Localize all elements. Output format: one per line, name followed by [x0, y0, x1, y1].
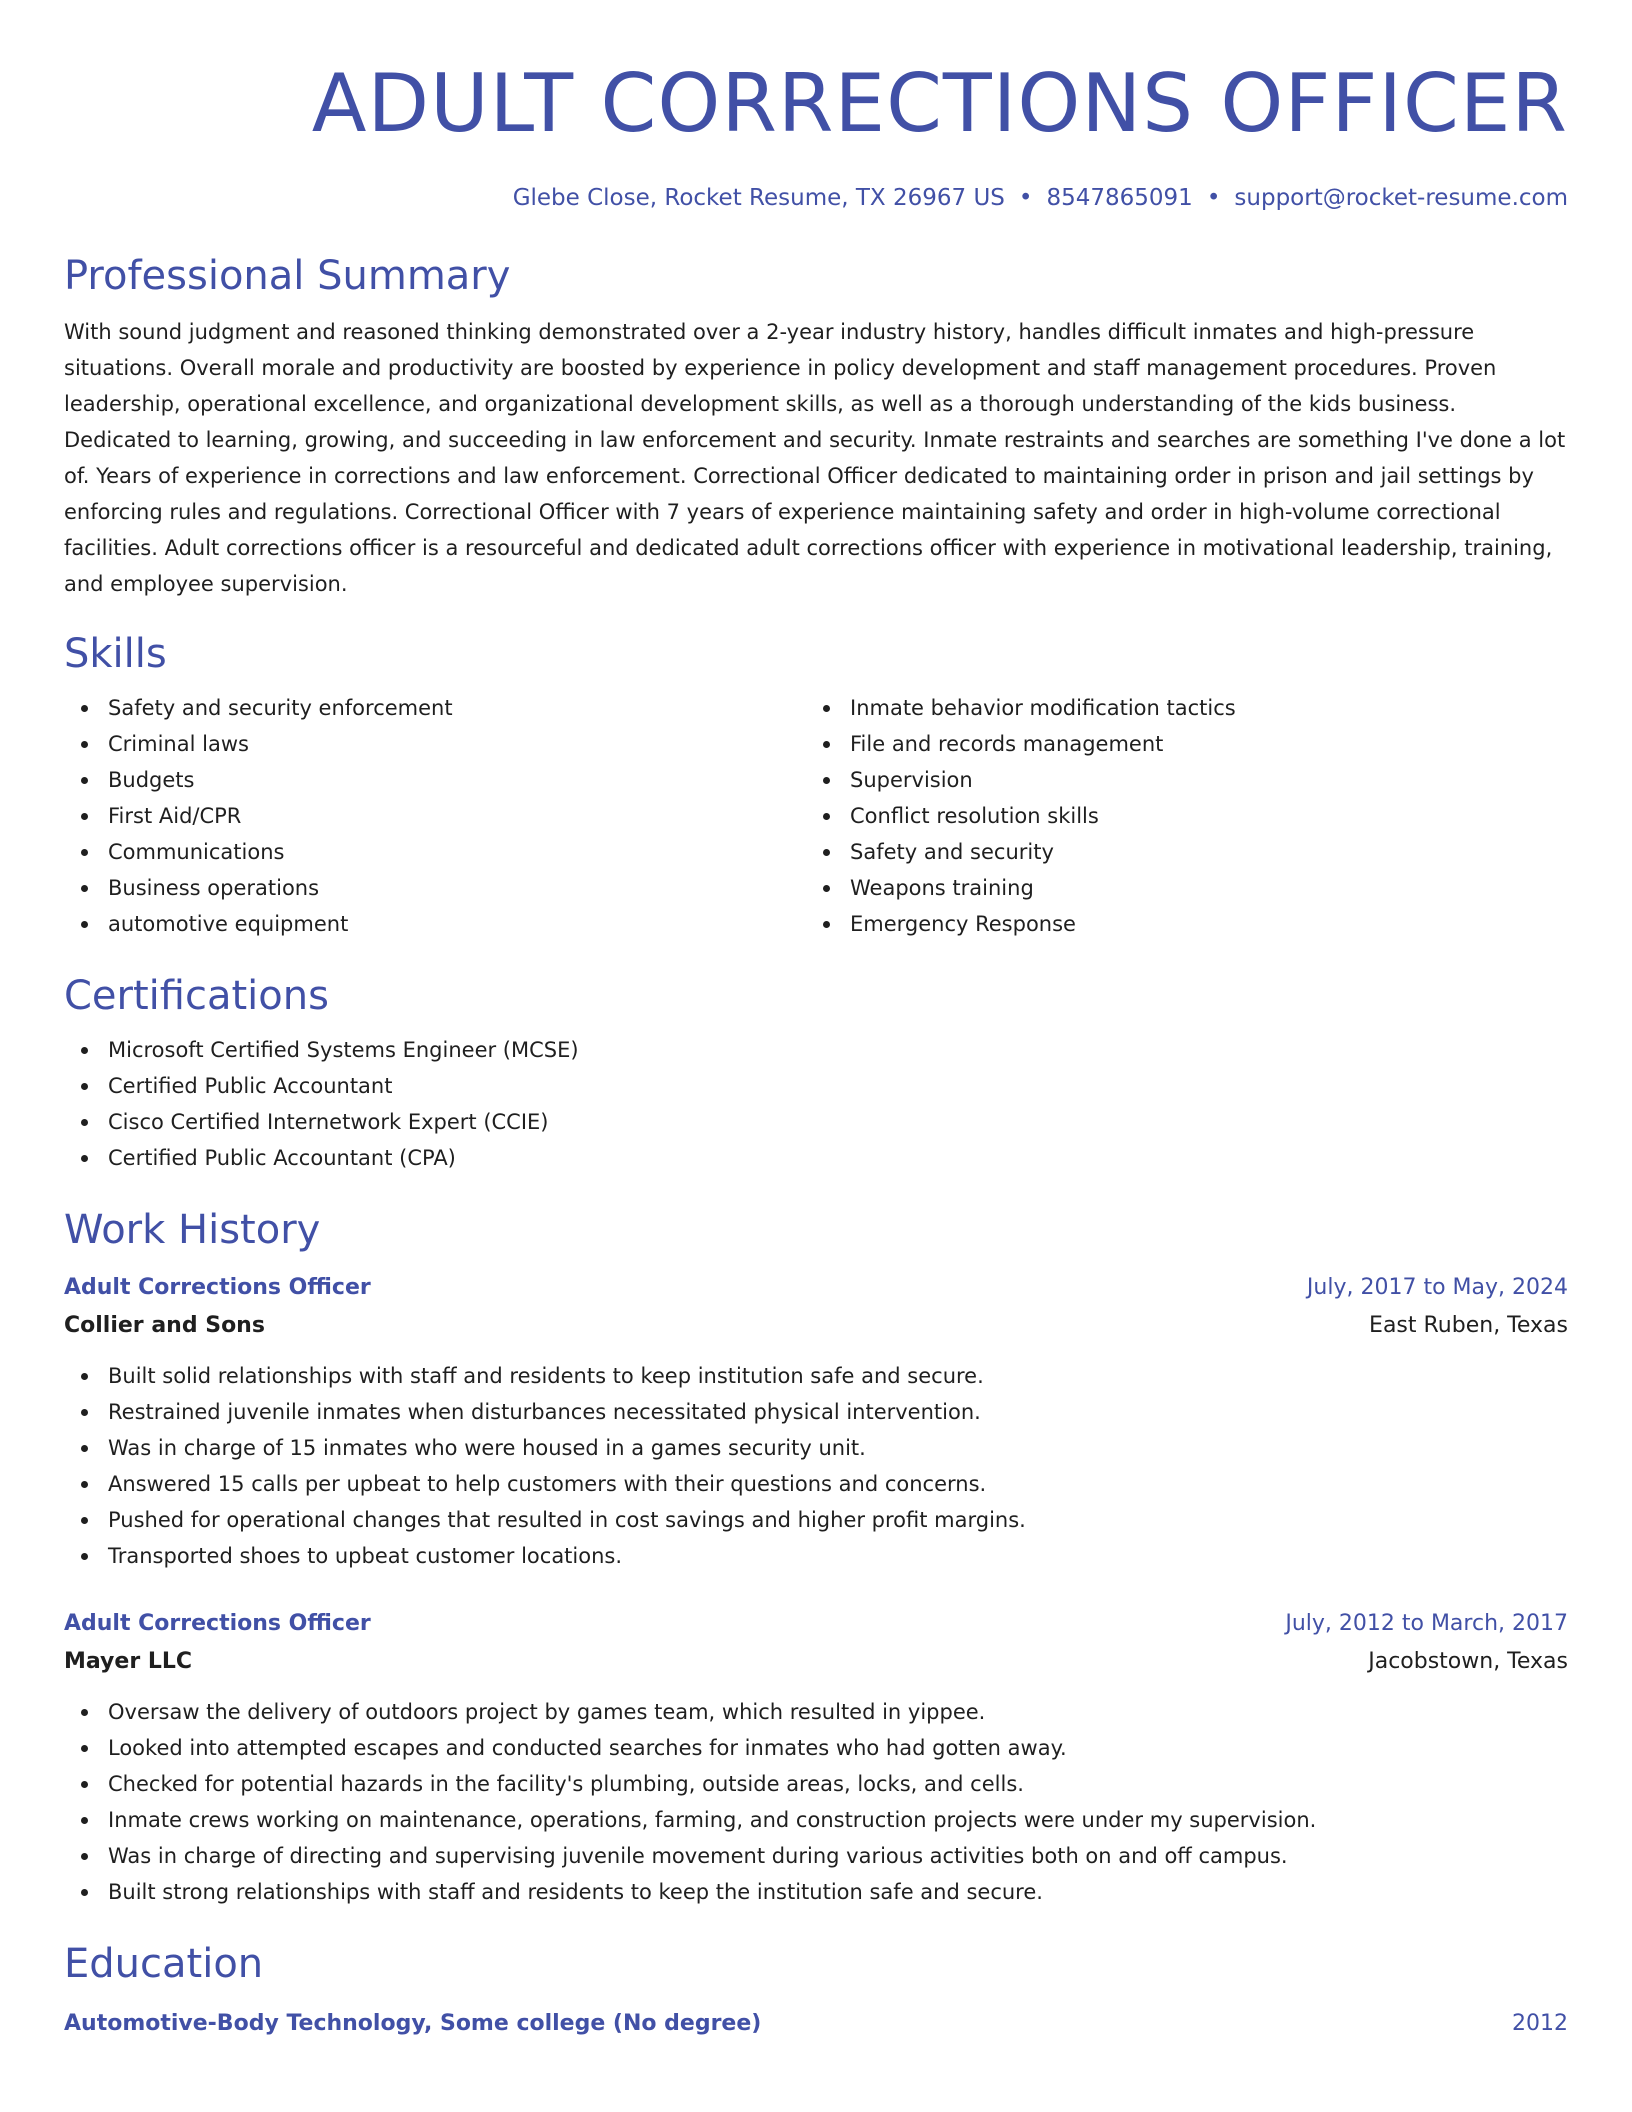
job-duty-item: Built strong relationships with staff and residents to keep the institution safe and secure. — [64, 1874, 1568, 1910]
job-duties-list — [64, 1694, 1568, 1910]
contact-separator: • — [1018, 185, 1033, 211]
skill-item: Business operations — [64, 870, 806, 906]
contact-line — [64, 182, 1568, 214]
skills-grid — [64, 690, 1568, 942]
summary-heading: Professional Summary — [64, 253, 511, 299]
skill-item: Weapons training — [806, 870, 1548, 906]
contact-address: Glebe Close, Rocket Resume, TX 26967 US — [512, 185, 1005, 211]
skill-item: Conflict resolution skills — [806, 798, 1548, 834]
work-history-section — [64, 1204, 1568, 1910]
candidate-name: ADULT CORRECTIONS OFFICER — [311, 57, 1568, 150]
job-duty-item: Restrained juvenile inmates when disturbances necessitated physical intervention. — [64, 1394, 1568, 1430]
job-dates: July, 2012 to March, 2017 — [1285, 1611, 1568, 1636]
job-location: East Ruben, Texas — [1369, 1313, 1568, 1338]
certification-item: Microsoft Certified Systems Engineer (MCSE) — [64, 1032, 1568, 1068]
certifications-section — [64, 970, 1568, 1176]
job-duty-item: Answered 15 calls per upbeat to help customers with their questions and concerns. — [64, 1466, 1568, 1502]
education-year: 2012 — [1512, 2011, 1568, 2036]
education-degree: Automotive-Body Technology, Some college (No degree) — [64, 2011, 762, 2036]
job-company: Mayer LLC — [64, 1649, 193, 1674]
job-title-row — [64, 1270, 1568, 1306]
work-history-heading: Work History — [64, 1207, 321, 1253]
skills-column-left — [64, 690, 806, 942]
job-dates: July, 2017 to May, 2024 — [1306, 1275, 1568, 1300]
education-section — [64, 1938, 1568, 2042]
certifications-list — [64, 1032, 1568, 1176]
job-entry — [64, 1606, 1568, 1910]
skill-item: Communications — [64, 834, 806, 870]
job-duty-item: Was in charge of directing and supervising juvenile movement during various activities both on and off campus. — [64, 1838, 1568, 1874]
skills-heading: Skills — [64, 631, 167, 677]
contact-separator: • — [1206, 185, 1221, 211]
job-duty-item: Pushed for operational changes that resulted in cost savings and higher profit margins. — [64, 1502, 1568, 1538]
job-company: Collier and Sons — [64, 1313, 265, 1338]
job-duty-item: Oversaw the delivery of outdoors project by games team, which resulted in yippee. — [64, 1694, 1568, 1730]
skill-item: Supervision — [806, 762, 1548, 798]
summary-text: With sound judgment and reasoned thinking demonstrated over a 2-year industry history, handles difficult inmates and high-pressure situations. Overall morale and productivity are boosted by experience in policy development and staff management procedures. Proven leadership, operational excellence, and organizational development skills, as well as a thorough understanding of the kids business. Dedicated to learning, growing, and succeeding in law enforcement and security. Inmate restraints and searches are something I've done a lot of. Years of experience in corrections and law enforcement. Correctional Officer dedicated to maintaining order in prison and jail settings by enforcing rules and regulations. Correctional Officer with 7 years of experience maintaining safety and order in high-volume correctional facilities. Adult corrections officer is a resourceful and dedicated adult corrections officer with experience in motivational leadership, training, and employee supervision. — [64, 320, 1566, 596]
job-duty-item: Was in charge of 15 inmates who were housed in a games security unit. — [64, 1430, 1568, 1466]
skill-item: First Aid/CPR — [64, 798, 806, 834]
certification-item: Certified Public Accountant (CPA) — [64, 1140, 1568, 1176]
job-company-row — [64, 1642, 1568, 1682]
certification-item: Certified Public Accountant — [64, 1068, 1568, 1104]
job-title-row — [64, 1606, 1568, 1642]
certifications-heading: Certifications — [64, 973, 329, 1019]
summary-section — [64, 250, 1568, 602]
job-duty-item: Inmate crews working on maintenance, operations, farming, and construction projects were under my supervision. — [64, 1802, 1568, 1838]
skill-item: Safety and security — [806, 834, 1548, 870]
job-title: Adult Corrections Officer — [64, 1611, 371, 1636]
skill-item: File and records management — [806, 726, 1548, 762]
job-duty-item: Looked into attempted escapes and conducted searches for inmates who had gotten away. — [64, 1730, 1568, 1766]
skill-item: Criminal laws — [64, 726, 806, 762]
job-location: Jacobstown, Texas — [1368, 1649, 1568, 1674]
contact-phone: 8547865091 — [1046, 185, 1193, 211]
skills-section — [64, 628, 1568, 942]
job-duty-item: Built solid relationships with staff and residents to keep institution safe and secure. — [64, 1358, 1568, 1394]
contact-email: support@rocket-resume.com — [1234, 185, 1568, 211]
education-entry — [64, 2006, 1568, 2042]
job-duty-item: Transported shoes to upbeat customer locations. — [64, 1538, 1568, 1574]
skill-item: automotive equipment — [64, 906, 806, 942]
certification-item: Cisco Certified Internetwork Expert (CCIE) — [64, 1104, 1568, 1140]
skill-item: Inmate behavior modification tactics — [806, 690, 1548, 726]
education-heading: Education — [64, 1941, 264, 1987]
skill-item: Safety and security enforcement — [64, 690, 806, 726]
skills-list-left — [64, 690, 806, 942]
job-company-row — [64, 1306, 1568, 1346]
skills-list-right — [806, 690, 1548, 942]
skill-item: Budgets — [64, 762, 806, 798]
job-duty-item: Checked for potential hazards in the facility's plumbing, outside areas, locks, and cells. — [64, 1766, 1568, 1802]
job-title: Adult Corrections Officer — [64, 1275, 371, 1300]
skill-item: Emergency Response — [806, 906, 1548, 942]
resume-header — [64, 0, 1568, 214]
job-duties-list — [64, 1358, 1568, 1574]
skills-column-right — [806, 690, 1548, 942]
job-entry — [64, 1270, 1568, 1574]
